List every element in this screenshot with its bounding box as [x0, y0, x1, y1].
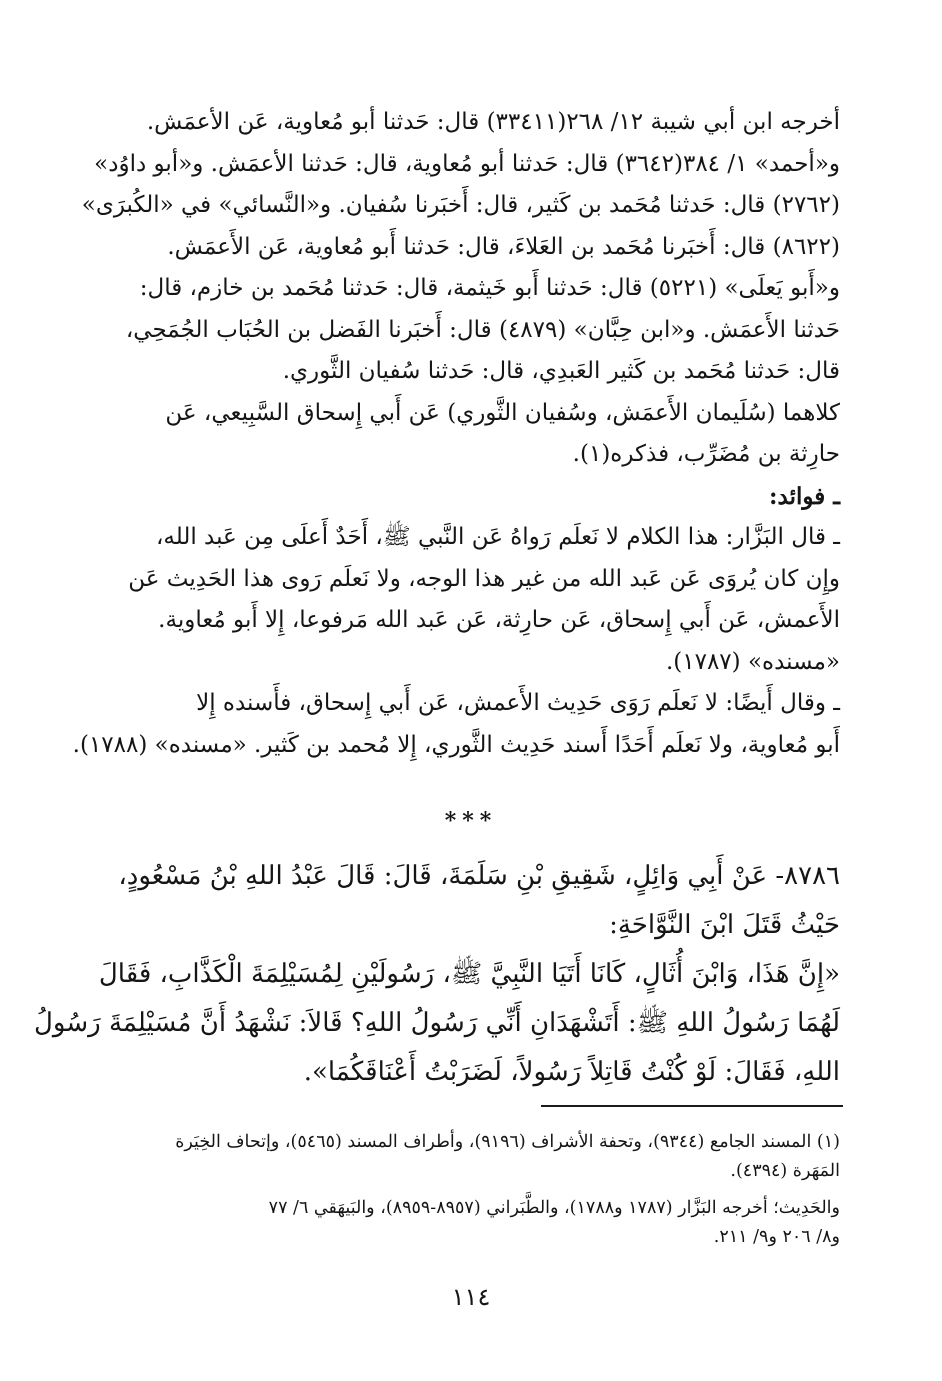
- main-text: [72, 102, 840, 766]
- footnote-divider: [541, 1105, 843, 1107]
- text-line: ـ قال البَزَّار: هذا الكلام لا نَعلَم رَواهُ عَن النَّبي ﷺ، أَحَدٌ أَعلَى مِن عَبد الله،: [155, 524, 840, 550]
- text-line: (٨٦٢٢) قال: أَخبَرنا مُحَمد بن العَلاءَ، قال: حَدثنا أَبو مُعاوية، عَن الأَعمَش.: [167, 233, 840, 260]
- footnotes: [100, 1128, 840, 1252]
- text-line: «مسنده» (١٧٨٧).: [665, 648, 840, 675]
- text-line: حارِثة بن مُضَرِّب، فذكره(١).: [572, 441, 840, 467]
- text-line: و«أَبو يَعلَى» (٥٢٢١) قال: حَدثنا أَبو خَيثمة، قال: حَدثنا مُحَمد بن خازم، قال:: [139, 275, 840, 301]
- text-line: و«أحمد» ١/ ٣٨٤(٣٦٤٢) قال: حَدثنا أبو مُعاوية، قال: حَدثنا الأعمَش. و«أبو داوُد»: [94, 150, 840, 177]
- text-line: أَبو مُعاوية، ولا نَعلَم أَحَدًا أَسند حَدِيث الثَّوري، إِلا مُحمد بن كَثير. «مسنده» (١٧٨٨).: [72, 731, 840, 758]
- text-line: قال: حَدثنا مُحَمد بن كَثير العَبدِي، قال: حَدثنا سُفيان الثَّوري.: [282, 358, 840, 384]
- page-number: ١١٤: [451, 1283, 491, 1311]
- hadith-line: اللهِ، فَقَالَ: لَوْ كُنْتُ قَاتِلاً رَسُولاً، لَضَرَبْتُ أَعْنَاقَكُمَا».: [303, 1057, 840, 1087]
- text-line: حَدثنا الأَعمَش. و«ابن حِبَّان» (٤٨٧٩) قال: أَخبَرنا الفَضل بن الحُبَاب الجُمَحِي،: [125, 316, 840, 343]
- text-line: ـ وقال أَيضًا: لا نَعلَم رَوَى حَدِيث الأَعمش، عَن أَبي إِسحاق، فأَسنده إِلا: [196, 690, 840, 716]
- text-line: كلاهما (سُلَيمان الأَعمَش، وسُفيان الثَّوري) عَن أَبي إِسحاق السَّبِيعي، عَن: [165, 399, 840, 426]
- hadith-line: لَهُمَا رَسُولُ اللهِ ﷺ: أَتَشْهَدَانِ أَنِّي رَسُولُ اللهِ؟ قَالاَ: نَشْهَدُ أَنَّ مُسَيْلِمَةَ رَسُولُ: [34, 1008, 840, 1038]
- footnote-line: (١) المسند الجامع (٩٣٤٤)، وتحفة الأشراف (٩١٩٦)، وأطراف المسند (٥٤٦٥)، وإتحاف الخِيَرة: [175, 1132, 840, 1152]
- hadith-text: [34, 852, 840, 1097]
- text-line: وإِن كان يُروَى عَن عَبد الله من غير هذا الوجه، ولا نَعلَم رَوى هذا الحَدِيث عَن: [128, 565, 840, 592]
- footnote-line: و٨/ ٢٠٦ و٩/ ٢١١.: [713, 1227, 840, 1247]
- text-line: (٢٧٦٢) قال: حَدثنا مُحَمد بن كَثير، قال: أَخبَرنا سُفيان. و«النَّسائي» في «الكُبرَى»: [81, 192, 840, 218]
- footnote-line: المَهَرة (٤٣٩٤).: [730, 1161, 840, 1181]
- section-heading: ـ فوائد:: [769, 482, 840, 510]
- hadith-line: ٨٧٨٦- عَنْ أَبِي وَائِلٍ، شَقِيقِ بْنِ سَلَمَةَ، قَالَ: قَالَ عَبْدُ اللهِ بْنُ مَسْعُودٍ،: [118, 861, 840, 891]
- hadith-line: حَيْثُ قَتَلَ ابْنَ النَّوَّاحَةِ:: [609, 910, 840, 940]
- text-line: أخرجه ابن أبي شيبة ١٢/ ٢٦٨(٣٣٤١١) قال: حَدثنا أبو مُعاوية، عَن الأعمَش.: [146, 109, 840, 135]
- footnote-gap: [100, 1186, 840, 1194]
- text-line: الأَعمش، عَن أَبي إِسحاق، عَن حارِثة، عَن عَبد الله مَرفوعا، إِلا أَبو مُعاوية.: [158, 607, 840, 633]
- footnote-line: والحَدِيث؛ أخرجه البَزَّار (١٧٨٧ و١٧٨٨)، والطَّبَراني (٨٩٥٧-٨٩٥٩)، والبَيهَقي ٦/ ٧٧: [268, 1198, 840, 1218]
- section-separator: ***: [444, 808, 498, 834]
- hadith-line: «إِنَّ هَذَا، وَابْنَ أُثَالٍ، كَانَا أَتَيَا النَّبِيَّ ﷺ، رَسُولَيْنِ لِمُسَيْلِمَةَ الْكَذَّابِ، فَقَالَ: [98, 959, 840, 989]
